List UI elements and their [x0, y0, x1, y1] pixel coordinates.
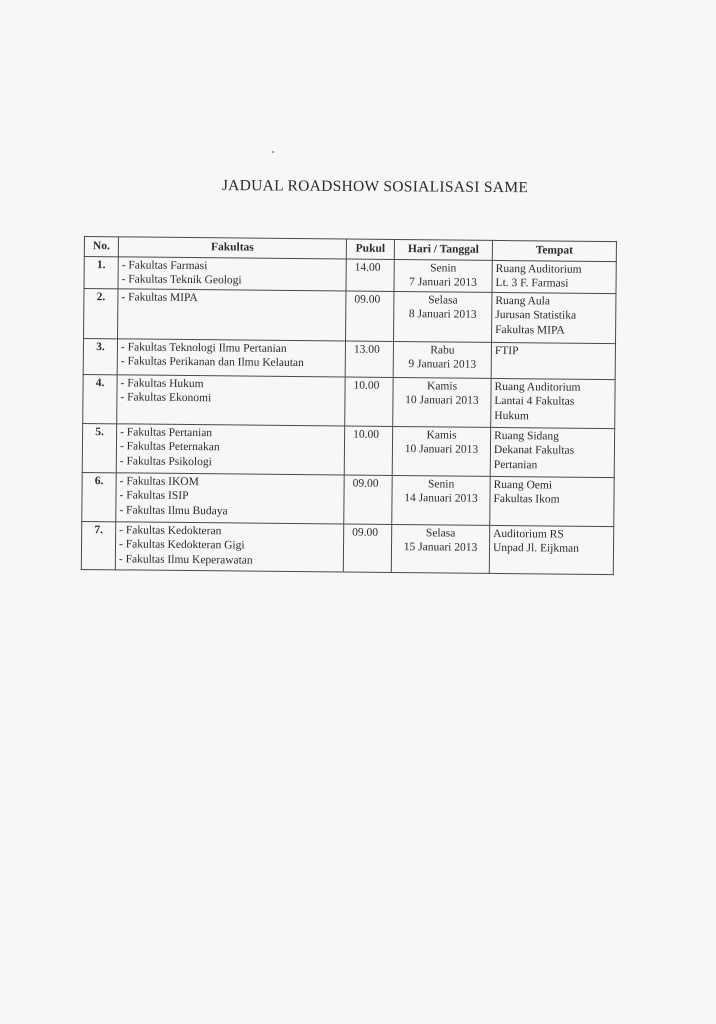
hari-tanggal-line: Selasa: [428, 294, 458, 307]
tempat-line: Dekanat Fakultas: [493, 444, 575, 458]
cell-no: 5.: [82, 423, 116, 472]
tempat-line: Ruang Aula: [495, 294, 551, 308]
fakultas-line: - Fakultas Psikologi: [119, 455, 212, 469]
tempat-line: Jurusan Statistika: [495, 309, 577, 323]
schedule-table-container: [81, 236, 616, 575]
fakultas-line: - Fakultas Peternakan: [119, 440, 220, 454]
fakultas-line: - Fakultas Teknologi Ilmu Pertanian: [120, 341, 287, 355]
hari-tanggal-line: Kamis: [427, 380, 458, 393]
tempat-line: Unpad Jl. Eijkman: [492, 542, 579, 556]
tempat-line: Hukum: [494, 409, 529, 423]
hari-tanggal-line: Kamis: [426, 429, 457, 442]
cell-tempat: [490, 427, 614, 477]
tempat-line: Pertanian: [493, 458, 538, 472]
fakultas-line: - Fakultas Perikanan dan Ilmu Kelautan: [120, 355, 304, 370]
fakultas-line: - Fakultas ISIP: [119, 489, 189, 503]
tempat-line: Auditorium RS: [493, 527, 564, 541]
scan-speck: [272, 151, 274, 153]
tempat-line: Ruang Auditorium: [495, 262, 582, 276]
tempat-line: Fakultas Ikom: [493, 493, 560, 506]
table-row: [83, 338, 615, 379]
cell-no: 3.: [83, 338, 117, 374]
cell-hari-tanggal: [392, 475, 490, 525]
table-row: [82, 423, 614, 477]
header-no: No.: [84, 237, 118, 257]
hari-tanggal-line: Senin: [427, 478, 455, 491]
cell-tempat: [491, 342, 615, 379]
hari-tanggal-line: 10 Januari 2013: [404, 443, 479, 457]
cell-hari-tanggal: [394, 291, 492, 342]
table-row: [81, 521, 613, 574]
table-row: [84, 256, 616, 293]
cell-pukul: 14.00: [346, 259, 394, 292]
cell-fakultas: [116, 473, 344, 524]
cell-pukul: 09.00: [346, 291, 394, 341]
hari-tanggal-line: Senin: [430, 261, 457, 275]
cell-fakultas: [118, 289, 346, 341]
hari-tanggal-line: 15 Januari 2013: [403, 541, 478, 555]
cell-no: 4.: [83, 374, 117, 423]
cell-tempat: [491, 292, 615, 343]
cell-hari-tanggal: [392, 426, 490, 476]
cell-pukul: 10.00: [344, 426, 392, 475]
cell-pukul: 10.00: [345, 377, 393, 426]
hari-tanggal-line: 10 Januari 2013: [405, 394, 479, 408]
fakultas-line: - Fakultas Kedokteran: [119, 524, 222, 538]
fakultas-line: - Fakultas Ekonomi: [120, 391, 212, 405]
hari-tanggal-line: Selasa: [425, 527, 456, 540]
fakultas-line: - Fakultas Ilmu Budaya: [119, 504, 228, 518]
fakultas-line: - Fakultas Ilmu Keperawatan: [118, 553, 253, 567]
cell-tempat: [492, 260, 616, 293]
cell-tempat: [491, 378, 615, 428]
cell-fakultas: [117, 375, 345, 426]
fakultas-line: - Fakultas Teknik Geologi: [121, 273, 242, 287]
cell-pukul: 13.00: [345, 341, 393, 377]
cell-hari-tanggal: [391, 524, 489, 573]
hari-tanggal-line: 8 Januari 2013: [408, 308, 477, 322]
table-row: [82, 472, 614, 526]
hari-tanggal-line: 7 Januari 2013: [409, 276, 477, 289]
hari-tanggal-line: 14 Januari 2013: [404, 492, 478, 506]
header-hari-tanggal: Hari / Tanggal: [394, 239, 492, 260]
header-tempat: Tempat: [492, 240, 616, 261]
cell-no: 1.: [84, 256, 118, 289]
cell-hari-tanggal: [393, 377, 491, 427]
cell-pukul: 09.00: [344, 475, 392, 524]
hari-tanggal-line: 9 Januari 2013: [408, 358, 477, 372]
cell-fakultas: [118, 256, 346, 290]
cell-hari-tanggal: [394, 259, 492, 292]
cell-fakultas: [116, 424, 344, 475]
fakultas-line: - Fakultas Hukum: [120, 377, 204, 390]
cell-tempat: [490, 476, 614, 526]
cell-no: 7.: [81, 521, 115, 569]
fakultas-line: - Fakultas IKOM: [119, 475, 199, 488]
tempat-line: Fakultas MIPA: [495, 323, 565, 337]
header-pukul: Pukul: [346, 239, 394, 259]
cell-pukul: 09.00: [343, 524, 391, 572]
fakultas-line: - Fakultas Pertanian: [120, 426, 213, 440]
cell-hari-tanggal: [393, 341, 491, 378]
cell-no: 6.: [82, 472, 116, 521]
hari-tanggal-line: Rabu: [430, 344, 455, 357]
tempat-line: FTIP: [494, 344, 519, 357]
tempat-line: Lt. 3 F. Farmasi: [495, 277, 569, 290]
cell-no: 2.: [84, 288, 118, 338]
tempat-line: Ruang Auditorium: [494, 380, 581, 394]
cell-tempat: [489, 525, 613, 574]
document-title: JADUAL ROADSHOW SOSIALISASI SAME: [221, 177, 529, 197]
tempat-line: Ruang Oemi: [493, 478, 553, 492]
fakultas-line: - Fakultas Farmasi: [121, 258, 208, 272]
table-row: [84, 288, 616, 343]
tempat-line: Ruang Sidang: [494, 429, 560, 443]
table-body: [81, 256, 616, 574]
fakultas-line: - Fakultas MIPA: [121, 291, 198, 304]
header-fakultas: Fakultas: [118, 237, 346, 259]
schedule-table: [81, 236, 617, 575]
table-row: [83, 374, 615, 428]
tempat-line: Lantai 4 Fakultas: [494, 395, 575, 409]
cell-fakultas: [115, 522, 343, 572]
cell-fakultas: [117, 339, 345, 377]
fakultas-line: - Fakultas Kedokteran Gigi: [118, 538, 245, 552]
